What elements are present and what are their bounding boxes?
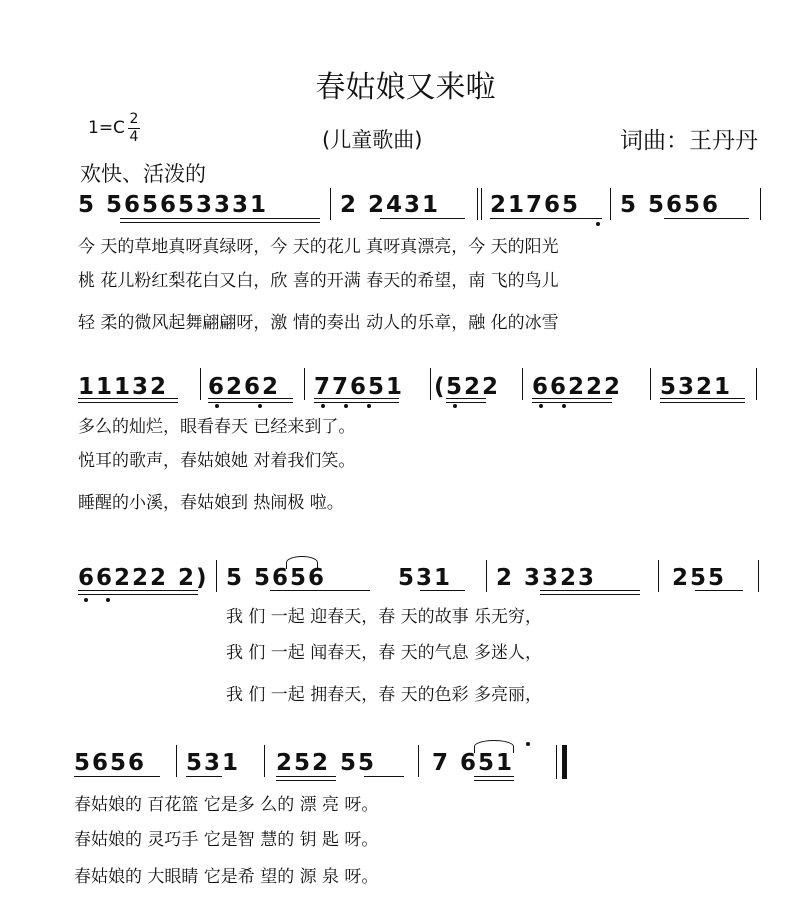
beam-underline bbox=[276, 776, 336, 781]
barline bbox=[758, 560, 759, 592]
beam-underline bbox=[186, 776, 222, 777]
measure-3-notes: 21765 bbox=[490, 192, 581, 218]
measure-3-notes: 252 55 bbox=[276, 750, 377, 776]
slur-mark bbox=[286, 556, 318, 569]
measure-4-notes: 2 3323 bbox=[496, 565, 597, 591]
beam-underline bbox=[532, 398, 612, 403]
beam-underline bbox=[208, 398, 293, 403]
barline bbox=[486, 560, 487, 592]
time-denominator: 4 bbox=[129, 129, 139, 145]
repeat-open: ( bbox=[434, 374, 447, 400]
lower-octave-dot bbox=[453, 404, 457, 408]
barline bbox=[200, 368, 201, 400]
key-signature: 1=C bbox=[88, 118, 125, 138]
beam-underline bbox=[490, 218, 602, 219]
barline bbox=[304, 368, 305, 400]
barline bbox=[610, 188, 611, 220]
measure-2-notes: 531 bbox=[186, 750, 241, 776]
measure-1-notes: 11132 bbox=[78, 374, 169, 400]
lower-octave-dot bbox=[367, 404, 371, 408]
beam-underline bbox=[380, 218, 465, 219]
barline bbox=[756, 368, 757, 400]
measure-1-notes: 5656 bbox=[74, 750, 147, 776]
barline bbox=[216, 560, 217, 592]
lyric-line: 春姑娘的 灵巧手 它是智 慧的 钥 匙 呀。 bbox=[74, 830, 379, 850]
beam-underline bbox=[364, 776, 404, 777]
lower-octave-dot bbox=[258, 404, 262, 408]
measure-4-notes: 7 651 bbox=[432, 750, 515, 776]
lower-octave-dot bbox=[84, 598, 88, 602]
lyric-line: 我 们 一起 迎春天，春 天的故事 乐无穷， bbox=[226, 607, 543, 627]
barline bbox=[477, 188, 478, 220]
measure-4-notes: 522 bbox=[446, 374, 501, 400]
barline bbox=[650, 368, 651, 400]
lyric-line: 春姑娘的 百花篮 它是多 么的 漂 亮 呀。 bbox=[74, 795, 379, 815]
lower-octave-dot bbox=[344, 404, 348, 408]
beam-underline bbox=[74, 776, 160, 777]
lyric-line: 睡醒的小溪，春姑娘到 热闹极 啦。 bbox=[78, 493, 344, 513]
time-numerator: 2 bbox=[129, 111, 139, 127]
barline bbox=[176, 745, 177, 777]
beam-underline bbox=[270, 590, 370, 591]
lyric-line: 桃 花儿粉红梨花白又白，欣 喜的开满 春天的希望，南 飞的鸟儿 bbox=[78, 271, 559, 291]
song-title: 春姑娘又来啦 bbox=[315, 70, 496, 105]
lyric-line: 轻 柔的微风起舞翩翩呀，激 情的奏出 动人的乐章，融 化的冰雪 bbox=[78, 313, 559, 333]
beam-underline bbox=[314, 398, 399, 403]
measure-1-notes: 66222 bbox=[78, 565, 169, 591]
final-barline bbox=[556, 745, 557, 779]
measure-6-notes: 5321 bbox=[660, 374, 733, 400]
lyric-line: 春姑娘的 大眼睛 它是希 望的 源 泉 呀。 bbox=[74, 867, 379, 887]
barline bbox=[658, 560, 659, 592]
barline bbox=[481, 188, 482, 220]
beam-underline bbox=[120, 218, 320, 223]
beam-underline bbox=[540, 590, 640, 595]
beam-underline bbox=[446, 398, 486, 403]
measure-2-notes: 2 2431 bbox=[340, 192, 441, 218]
barline bbox=[760, 188, 761, 220]
lyric-line: 悦耳的歌声，春姑娘她 对着我们笑。 bbox=[78, 451, 356, 471]
measure-5-notes: 255 bbox=[672, 565, 727, 591]
tempo-marking: 欢快、活泼的 bbox=[80, 162, 206, 186]
time-signature bbox=[128, 112, 140, 145]
upper-octave-dot bbox=[526, 742, 530, 746]
measure-4-notes: 5 5656 bbox=[620, 192, 721, 218]
lower-octave-dot bbox=[106, 598, 110, 602]
lower-octave-dot bbox=[539, 404, 543, 408]
song-credit: 词曲：王丹丹 bbox=[620, 128, 758, 154]
lyric-line: 多么的灿烂，眼看春天 已经来到了。 bbox=[78, 417, 356, 437]
song-subtitle: (儿童歌曲) bbox=[322, 128, 423, 152]
barline bbox=[330, 188, 331, 220]
measure-3-notes: 531 bbox=[398, 565, 453, 591]
barline bbox=[418, 745, 419, 777]
repeat-close: 2) bbox=[178, 565, 209, 591]
lower-octave-dot bbox=[596, 222, 600, 226]
beam-underline bbox=[474, 776, 514, 781]
beam-underline bbox=[664, 218, 749, 219]
beam-underline bbox=[420, 590, 465, 591]
final-barline bbox=[562, 745, 567, 779]
beam-underline bbox=[660, 398, 745, 403]
lower-octave-dot bbox=[215, 404, 219, 408]
barline bbox=[430, 368, 431, 400]
lower-octave-dot bbox=[562, 404, 566, 408]
beam-underline bbox=[78, 398, 178, 403]
measure-5-notes: 66222 bbox=[532, 374, 623, 400]
measure-3-notes: 77651 bbox=[314, 374, 405, 400]
lyric-line: 今 天的草地真呀真绿呀，今 天的花儿 真呀真漂亮，今 天的阳光 bbox=[78, 237, 559, 257]
barline bbox=[522, 368, 523, 400]
measure-2-notes: 6262 bbox=[208, 374, 281, 400]
measure-1-notes: 5 565653331 bbox=[78, 192, 269, 218]
beam-underline bbox=[695, 590, 743, 591]
beam-underline bbox=[78, 590, 198, 595]
lower-octave-dot bbox=[321, 404, 325, 408]
lyric-line: 我 们 一起 闻春天，春 天的气息 多迷人， bbox=[226, 643, 543, 663]
measure-2-notes: 5 5656 bbox=[226, 565, 327, 591]
slur-mark bbox=[474, 740, 514, 753]
lyric-line: 我 们 一起 拥春天，春 天的色彩 多亮丽， bbox=[226, 685, 543, 705]
barline bbox=[264, 745, 265, 777]
